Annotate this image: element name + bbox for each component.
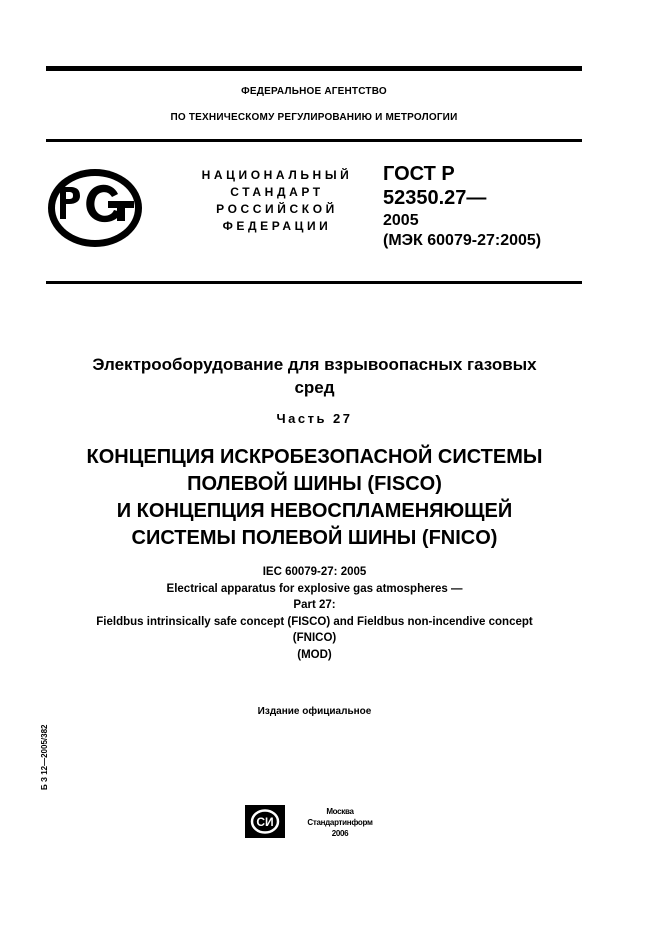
english-line-3: Part 27:	[293, 599, 336, 611]
agency-line-2: ПО ТЕХНИЧЕСКОМУ РЕГУЛИРОВАНИЮ И МЕТРОЛОГИИ	[170, 112, 458, 123]
subject-line-1: Электрооборудование для взрывоопасных газовых	[92, 355, 537, 374]
national-standard-line-2: СТАНДАРТ	[230, 185, 324, 199]
standartinform-logo	[245, 805, 285, 838]
publisher-logo-text: СИ	[256, 815, 274, 829]
english-line-5: (FNICO)	[292, 632, 337, 644]
gost-designation-line-2: 52350.27—	[383, 187, 487, 209]
gost-designation-line-3: 2005	[383, 212, 419, 229]
agency-line-1: ФЕДЕРАЛЬНОЕ АГЕНТСТВО	[241, 86, 387, 97]
part-label: Часть 27	[276, 411, 353, 426]
main-title-line-1: КОНЦЕПЦИЯ ИСКРОБЕЗОПАСНОЙ СИСТЕМЫ	[86, 446, 543, 468]
subject-line-2: сред	[294, 378, 335, 397]
header-rule	[46, 139, 582, 142]
english-line-2: Electrical apparatus for explosive gas atmospheres —	[166, 583, 463, 595]
english-line-6: (MOD)	[297, 649, 332, 661]
publisher-imprint	[295, 806, 385, 839]
publisher-city: Москва	[326, 807, 354, 816]
gost-designation-line-4: (МЭК 60079-27:2005)	[383, 232, 542, 249]
edition-note: Издание официальное	[257, 706, 372, 717]
national-standard-line-4: ФЕДЕРАЦИИ	[222, 219, 332, 233]
side-code: Б З 12—2005/382	[40, 724, 49, 790]
publisher-year: 2006	[331, 829, 349, 838]
national-standard-line-3: РОССИЙСКОЙ	[216, 202, 338, 216]
english-line-1: IEC 60079-27: 2005	[262, 566, 367, 578]
main-title-line-4: СИСТЕМЫ ПОЛЕВОЙ ШИНЫ (FNICO)	[131, 527, 498, 549]
publisher-name: Стандартинформ	[307, 818, 373, 827]
main-title-line-2: ПОЛЕВОЙ ШИНЫ (FISCO)	[187, 473, 442, 495]
english-line-4: Fieldbus intrinsically safe concept (FISCO) and Fieldbus non-incendive concept	[96, 616, 533, 628]
gost-designation-line-1: ГОСТ Р	[383, 163, 455, 185]
gost-r-logo	[46, 167, 144, 249]
standard-rule	[46, 281, 582, 284]
main-title-line-3: И КОНЦЕПЦИЯ НЕВОСПЛАМЕНЯЮЩЕЙ	[116, 500, 513, 522]
top-rule	[46, 66, 582, 71]
national-standard-line-1: НАЦИОНАЛЬНЫЙ	[201, 168, 353, 182]
